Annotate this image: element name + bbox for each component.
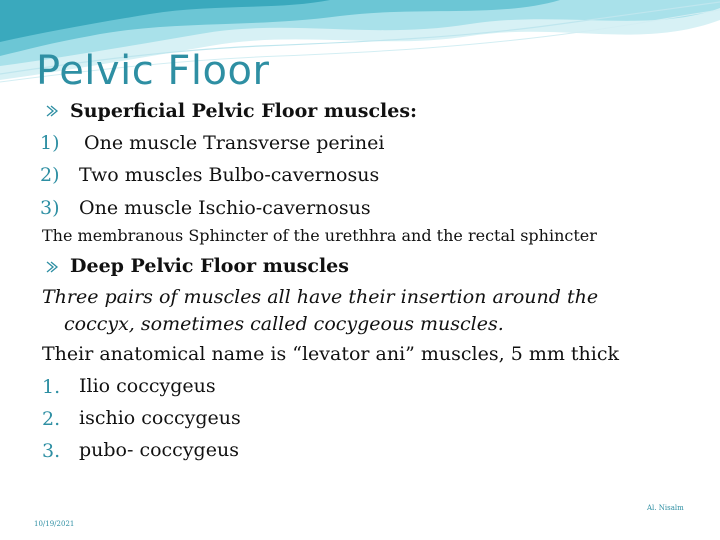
list-item: pubo- coccygeus bbox=[79, 439, 239, 461]
chevron-bullet-icon bbox=[44, 258, 62, 276]
slide-title: Pelvic Floor bbox=[36, 48, 270, 94]
list-number: 1. bbox=[42, 376, 61, 398]
deep-description-line-2: coccyx, sometimes called cocygeous muscles. bbox=[64, 313, 504, 335]
anatomical-name-line: Their anatomical name is “levator ani” muscles, 5 mm thick bbox=[42, 343, 620, 365]
list-item: Two muscles Bulbo-cavernosus bbox=[79, 164, 380, 186]
list-number: 1) bbox=[40, 132, 60, 154]
list-number: 3) bbox=[40, 197, 60, 219]
list-number: 2. bbox=[42, 408, 61, 430]
list-number: 3. bbox=[42, 440, 61, 462]
membranous-note: The membranous Sphincter of the urethhra and the rectal sphincter bbox=[42, 226, 597, 245]
list-number: 2) bbox=[40, 164, 60, 186]
deep-heading: Deep Pelvic Floor muscles bbox=[70, 255, 349, 277]
superficial-heading: Superficial Pelvic Floor muscles: bbox=[70, 100, 418, 122]
list-item: Ilio coccygeus bbox=[79, 375, 216, 397]
list-item: One muscle Transverse perinei bbox=[84, 132, 385, 154]
footer-date: 10/19/2021 bbox=[34, 520, 75, 528]
list-item: ischio coccygeus bbox=[79, 407, 241, 429]
footer-author: Al. Nisalm bbox=[647, 504, 684, 512]
chevron-bullet-icon bbox=[44, 102, 62, 120]
list-item: One muscle Ischio-cavernosus bbox=[79, 197, 371, 219]
deep-description-line-1: Three pairs of muscles all have their insertion around the bbox=[42, 286, 599, 308]
